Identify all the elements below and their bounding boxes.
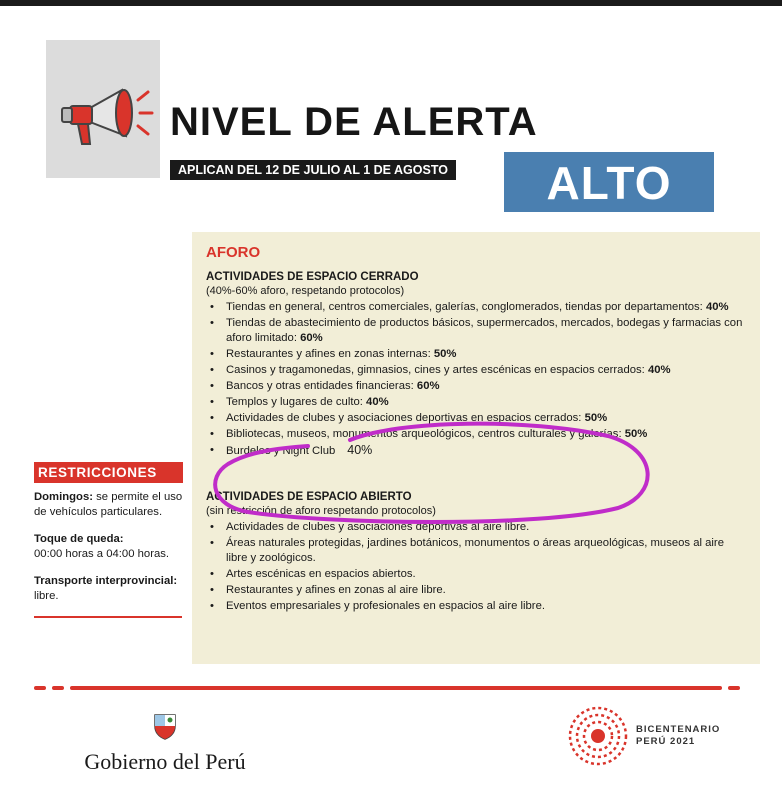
closed-subheading: (40%-60% aforo, respetando protocolos) bbox=[206, 285, 405, 297]
bicentenario-label: BICENTENARIO bbox=[636, 724, 721, 735]
list-item: • Bancos y otras entidades financieras: 60% bbox=[206, 379, 748, 394]
aforo-panel bbox=[192, 232, 760, 664]
closed-heading: ACTIVIDADES DE ESPACIO CERRADO bbox=[206, 271, 419, 283]
restriction-item: Transporte interprovincial: libre. bbox=[34, 575, 178, 602]
open-list bbox=[206, 520, 748, 614]
restriction-item: Toque de queda: 00:00 horas a 04:00 horas. bbox=[34, 533, 170, 560]
top-bar bbox=[0, 0, 782, 6]
closed-list bbox=[206, 300, 748, 459]
aforo-title: AFORO bbox=[206, 244, 261, 261]
list-item: • Actividades de clubes y asociaciones deportivas en espacios cerrados: 50% bbox=[206, 411, 748, 426]
megaphone-card bbox=[46, 40, 160, 178]
megaphone-icon bbox=[46, 40, 160, 178]
list-item: • Restaurantes y afines en zonas al aire libre. bbox=[206, 583, 748, 598]
list-item: • Eventos empresariales y profesionales en espacios al aire libre. bbox=[206, 599, 748, 614]
open-heading: ACTIVIDADES DE ESPACIO ABIERTO bbox=[206, 491, 412, 503]
divider bbox=[34, 616, 182, 618]
open-subheading: (sin restricción de aforo respetando protocolos) bbox=[206, 505, 436, 517]
list-item: • Actividades de clubes y asociaciones deportivas al aire libre. bbox=[206, 520, 748, 535]
list-item: • Tiendas en general, centros comerciales, galerías, conglomerados, tiendas por departamentos: 40% bbox=[206, 300, 748, 315]
bicentenario-emblem-icon bbox=[566, 704, 630, 768]
list-item: • Restaurantes y afines en zonas internas: 50% bbox=[206, 347, 748, 362]
page-title: NIVEL DE ALERTA bbox=[170, 100, 538, 144]
list-item: • Casinos y tragamonedas, gimnasios, cines y artes escénicas en espacios cerrados: 40% bbox=[206, 363, 748, 378]
restricciones-section bbox=[34, 462, 184, 618]
list-item: • Templos y lugares de culto: 40% bbox=[206, 395, 748, 410]
gobierno-logo bbox=[70, 712, 260, 775]
restricciones-title: RESTRICCIONES bbox=[34, 462, 183, 483]
bicentenario-year: PERÚ 2021 bbox=[636, 736, 696, 747]
list-item: • Artes escénicas en espacios abiertos. bbox=[206, 567, 748, 582]
list-item: • Áreas naturales protegidas, jardines botánicos, monumentos o áreas arqueológicas, museos al aire libre y zoológicos. bbox=[206, 536, 748, 566]
coat-of-arms-icon bbox=[152, 712, 178, 740]
bicentenario-logo bbox=[566, 704, 736, 768]
restriction-item: Domingos: se permite el uso de vehículos particulares. bbox=[34, 491, 183, 518]
list-item: • Tiendas de abastecimiento de productos básicos, supermercados, mercados, bodegas y farmacias con aforo limitado: 60% bbox=[206, 316, 748, 346]
gobierno-name: Gobierno del Perú bbox=[84, 749, 246, 774]
list-item: • Bibliotecas, museos, monumentos arqueológicos, centros culturales y galerías: 50% bbox=[206, 427, 748, 442]
list-item-highlighted: • Burdeles y Night Club 40% bbox=[206, 443, 748, 459]
date-range-label: APLICAN DEL 12 DE JULIO AL 1 DE AGOSTO bbox=[170, 160, 456, 180]
alert-level-badge: ALTO bbox=[504, 152, 714, 212]
